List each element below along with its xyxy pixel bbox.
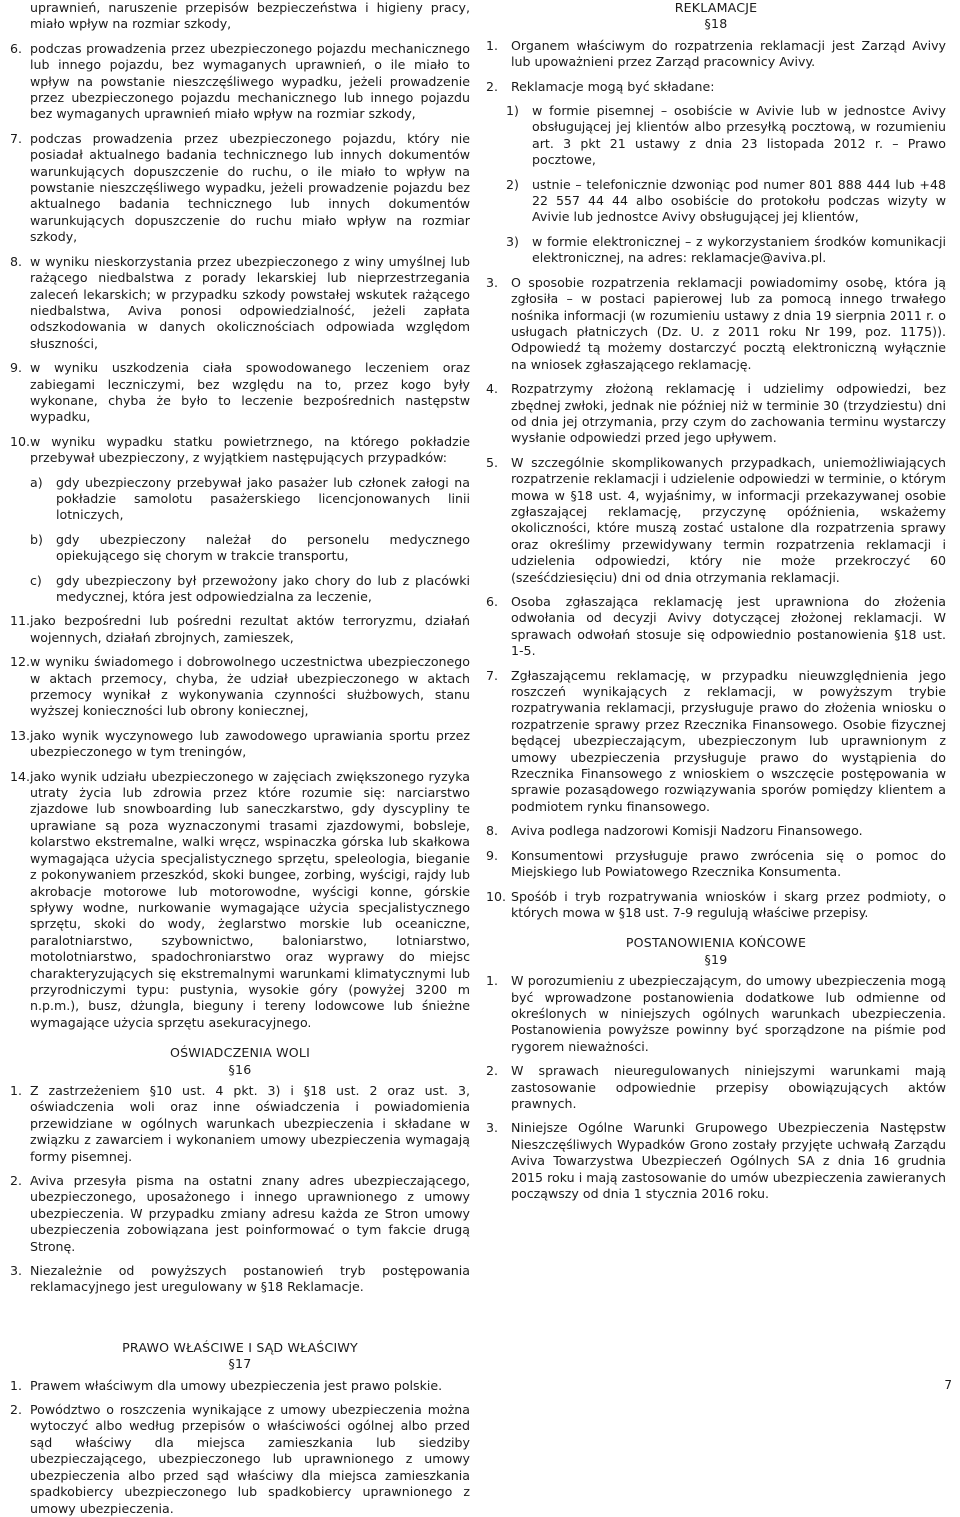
section-title: PRAWO WŁAŚCIWE I SĄD WŁAŚCIWY bbox=[122, 1339, 358, 1355]
list-item: 1. Organem właściwym do rozpatrzenia reklamacji jest Zarząd Avivy lub upoważnieni przez Zarząd pracownicy Avivy. bbox=[486, 37, 946, 70]
right-column bbox=[486, 0, 946, 1202]
left-column bbox=[10, 0, 470, 1517]
section-paragraph-number: §16 bbox=[228, 1061, 252, 1077]
sub-list-item: 3) w formie elektronicznej – z wykorzystaniem środków komunikacji elektronicznej, na adres: reklamacje@aviva.pl. bbox=[506, 233, 946, 266]
list-item: 1. Z zastrzeżeniem §10 ust. 4 pkt. 3) i §18 ust. 2 oraz ust. 3, oświadczenia woli oraz inne oświadczenia i powiadomienia przewidziane w ogólnych warunkach ubezpieczenia i składane w związku z zawarciem i wykonaniem umowy ubezpieczenia wymagają formy pisemnej. bbox=[10, 1082, 470, 1164]
list-item: 7. Zgłaszającemu reklamację, w przypadku nieuwzględnienia jego roszczeń wynikających z reklamacji, w powyższym trybie rozpatrywania reklamacji, przysługuje prawo do złożenia wniosku o rozpatrzenie sprawy przez Rzecznika Finansowego. Osobie fizycznej będącej ubezpieczającym, ubezpieczonym lub uprawnionym z umowy ubezpieczenia przysługuje prawo do wystąpienia do Rzecznika Finansowego z wnioskiem o wszczęcie postępowania w sprawie pozasądowego rozwiązywania sporów pomiędzy klientem a podmiotem rynku finansowego. bbox=[486, 667, 946, 814]
page-number: 7 bbox=[944, 1378, 952, 1392]
section-paragraph-number: §19 bbox=[704, 951, 728, 967]
list-item: 2. W sprawach nieuregulowanych niniejszymi warunkami mają zastosowanie odpowiednie przepisy obowiązujących aktów prawnych. bbox=[486, 1063, 946, 1111]
list-item: 6. podczas prowadzenia przez ubezpieczonego pojazdu mechanicznego lub innego pojazdu, bez wymaganych uprawnień, o ile miało to wpływ na powstanie nieszczęśliwego wypadku, jeżeli prowadzenie przez ubezpieczonego pojazdu mechanicznego lub innego pojazdu bez wymaganych uprawnień miało wpływ na rozmiar szkody, bbox=[10, 40, 470, 122]
section-paragraph-number: §18 bbox=[704, 16, 728, 32]
list-item: 14. jako wynik udziału ubezpieczonego w zajęciach zwiększonego ryzyka utraty życia lub zdrowia przez które rozumie się: narciarstwo zjazdowe lub snowboarding lub saneczkarstwo, gdy dyscypliny te uprawiane są poza wyznaczonymi trasami zjazdowymi, bobsleje, kolarstwo ekstremalne, walki wręcz, wspinaczka górska lub skałkowa wymagająca użycia specjalistycznego sprzętu, speleologia, bieganie z pokonywaniem przeszkód, skoki bungee, zorbing, wyścigi, rajdy lub akrobacje motorowe lub motorowodne, wyścigi konne, górskie spływy wodne, nurkowanie wymagające użycia specjalistycznego sprzętu, skoki do wody, żeglarstwo morskie lub oceaniczne, paralotniarstwo, szybownictwo, baloniarstwo, lotniarstwo, motolotniarstwo, spadochroniarstwo oraz wyprawy do miejsc charakteryzujących się ekstremalnymi warunkami klimatycznymi lub przyrodniczymi typu: pustynia, wysokie góry (powyżej 3200 m n.p.m.), busz, dżungla, bieguny i tereny lodowcowe lub śnieżne wymagające użycia sprzętu asekuracyjnego. bbox=[10, 768, 470, 1030]
paragraph-continuation: uprawnień, naruszenie przepisów bezpieczeństwa i higieny pracy, miało wpływ na rozmiar szkody, bbox=[30, 0, 470, 32]
list-item: 2. Aviva przesyła pisma na ostatni znany adres ubezpieczającego, ubezpieczonego, uposażonego i innego uprawnionego z umowy ubezpieczenia. W przypadku zmiany adresu każda ze Stron umowy ubezpieczenia zobowiązana jest poinformować o tym fakcie drugą Stronę. bbox=[10, 1173, 470, 1254]
list-item: 4. Rozpatrzymy złożoną reklamację i udzielimy odpowiedzi, bez zbędnej zwłoki, jednak nie później niż w terminie 30 (trzydziestu) dni od dnia jej otrzymania, przy czym do zachowania terminu wystarczy wysłanie odpowiedzi przed jego upływem. bbox=[486, 381, 946, 446]
section-title: REKLAMACJE bbox=[674, 0, 758, 15]
list-item: 3. O sposobie rozpatrzenia reklamacji powiadomimy osobę, która ją zgłosiła – w postaci papierowej lub za pomocą innego trwałego nośnika informacji (w rozumieniu ustawy z dnia 19 sierpnia 2011 r. o usługach płatniczych (Dz. U. z 2011 roku Nr 199, poz. 1175)). Odpowiedź tą możemy dostarczyć pocztą elektroniczną wyłącznie na wniosek zgłaszającego reklamację. bbox=[486, 274, 946, 372]
sub-list-item: 2) ustnie – telefonicznie dzwoniąc pod numer 801 888 444 lub +48 22 557 44 44 albo osobiście do protokołu podczas wizyty w Avivie lub jednostce Avivy obsługującej jej klientów, bbox=[506, 176, 946, 225]
section-paragraph-number: §17 bbox=[228, 1356, 252, 1372]
list-item: 1. W porozumieniu z ubezpieczającym, do umowy ubezpieczenia mogą być wprowadzone postanowienia dodatkowe lub odmienne od określonych w niniejszych ogólnych warunkach ubezpieczenia. Postanowienia powyższe powinny być sporządzone na piśmie pod rygorem nieważności. bbox=[486, 973, 946, 1054]
list-item: 5. W szczególnie skomplikowanych przypadkach, uniemożliwiających rozpatrzenie reklamacji i udzielenie odpowiedzi w terminie, o którym mowa w §18 ust. 4, wyjaśnimy, w informacji przekazywanej osobie zgłaszającej reklamację, przyczynę opóźnienia, wskażemy okoliczności, które muszą zostać ustalone dla rozpatrzenia sprawy oraz określimy przewidywany termin rozpatrzenia reklamacji i udzielenia odpowiedzi, który nie może przekroczyć 60 (sześćdziesięciu) dni od dnia otrzymania reklamacji. bbox=[486, 454, 946, 585]
section-title: POSTANOWIENIA KOŃCOWE bbox=[625, 935, 807, 951]
section-title: OŚWIADCZENIA WOLI bbox=[169, 1045, 310, 1061]
list-item: 13. jako wynik wyczynowego lub zawodowego uprawiania sportu przez ubezpieczonego w tym treningów, bbox=[10, 727, 470, 760]
sub-list-item: c) gdy ubezpieczony był przewożony jako chory do lub z placówki medycznej, która jest odpowiedzialna za leczenie, bbox=[30, 572, 470, 604]
list-item: 9. w wyniku uszkodzenia ciała spowodowanego leczeniem oraz zabiegami leczniczymi, bez względu na to, przez kogo były wykonane, chyba że było to leczenie bezpośrednich następstw wypadku, bbox=[10, 360, 470, 425]
list-item: 2. Reklamacje mogą być składane: bbox=[486, 78, 715, 94]
list-item: 3. Niniejsze Ogólne Warunki Grupowego Ubezpieczenia Następstw Nieszczęśliwych Wypadków Grono zostały przyjęte uchwałą Zarządu Aviva Towarzystwa Ubezpieczeń Ogólnych SA z dnia 16 grudnia 2015 roku i mają zastosowanie do umów ubezpieczenia zawieranych począwszy od dnia 1 stycznia 2016 roku. bbox=[486, 1120, 946, 1201]
list-item: 2. Powództwo o roszczenia wynikające z umowy ubezpieczenia można wytoczyć albo według przepisów o właściwości ogólnej albo przed sąd właściwy dla miejsca zamieszkania lub siedziby ubezpieczającego, ubezpieczonego lub uprawnionego z umowy ubezpieczenia albo przed sąd właściwy dla miejsca zamieszkania spadkobiercy ubezpieczonego lub spadkobiercy uprawnionego z umowy ubezpieczenia. bbox=[10, 1402, 470, 1516]
list-item: 6. Osoba zgłaszająca reklamację jest uprawniona do złożenia odwołania od decyzji Avivy dotyczącej złożonej reklamacji. W sprawach odwołań stosuje się odpowiednio postanowienia §18 ust. 1-5. bbox=[486, 594, 946, 659]
list-item: 11. jako bezpośredni lub pośredni rezultat aktów terroryzmu, działań wojennych, działań zbrojnych, zamieszek, bbox=[10, 613, 470, 645]
sub-list-item: 1) w formie pisemnej – osobiście w Avivie lub w jednostce Avivy obsługującej jej klientów albo przesyłką pocztową, w rozumieniu art. 3 pkt 21 ustawy z dnia 23 listopada 2012 r. – Prawo pocztowe, bbox=[506, 103, 946, 168]
list-item: 10. w wyniku wypadku statku powietrznego, na którego pokładzie przebywał ubezpieczony, z wyjątkiem następujących przypadków: bbox=[10, 433, 470, 466]
sub-list-item: a) gdy ubezpieczony przebywał jako pasażer lub członek załogi na pokładzie samolotu pasażerskiego licencjonowanych linii lotniczych, bbox=[30, 474, 470, 523]
list-item: 8. Aviva podlega nadzorowi Komisji Nadzoru Finansowego. bbox=[486, 823, 863, 839]
list-item: 8. w wyniku nieskorzystania przez ubezpieczonego z winy umyślnej lub rażącego niedbalstwa z porady lekarskiej lub nieprzestrzegania zaleceń lekarskich; w przypadku szkody powstałej wskutek rażącego niedbalstwa, Aviva ponosi odpowiedzialność, jeżeli zapłata odszkodowania w danych okolicznościach odpowiada względom słuszności, bbox=[10, 253, 470, 351]
list-item: 10. Spośób i tryb rozpatrywania wniosków i skarg przez podmioty, o których mowa w §18 ust. 7-9 regulują właściwe przepisy. bbox=[486, 888, 946, 920]
list-item: 9. Konsumentowi przysługuje prawo zwrócenia się o pomoc do Miejskiego lub Powiatowego Rzecznika Konsumenta. bbox=[486, 847, 946, 880]
sub-list-item: b) gdy ubezpieczony należał do personelu medycznego opiekującego się chorym w trakcie transportu, bbox=[30, 531, 470, 564]
list-item: 1. Prawem właściwym dla umowy ubezpieczenia jest prawo polskie. bbox=[10, 1377, 443, 1393]
list-item: 7. podczas prowadzenia przez ubezpieczonego pojazdu, który nie posiadał aktualnego badania technicznego lub innych dokumentów warunkujących dopuszczenie do ruchu, o ile miało to wpływ na powstanie nieszczęśliwego wypadku, jeżeli prowadzenie pojazdu bez aktualnego badania technicznego lub innych dokumentów warunkujących dopuszczenie do ruchu miało wpływ na rozmiar szkody, bbox=[10, 130, 470, 245]
list-item: 12. w wyniku świadomego i dobrowolnego uczestnictwa ubezpieczonego w aktach przemocy, chyba, że udział ubezpieczonego w aktach przemocy wynikał z wykonywania czynności służbowych, stanu wyższej konieczności lub obrony koniecznej, bbox=[10, 654, 470, 719]
list-item: 3. Niezależnie od powyższych postanowień tryb postępowania reklamacyjnego jest uregulowany w §18 Reklamacje. bbox=[10, 1263, 470, 1295]
